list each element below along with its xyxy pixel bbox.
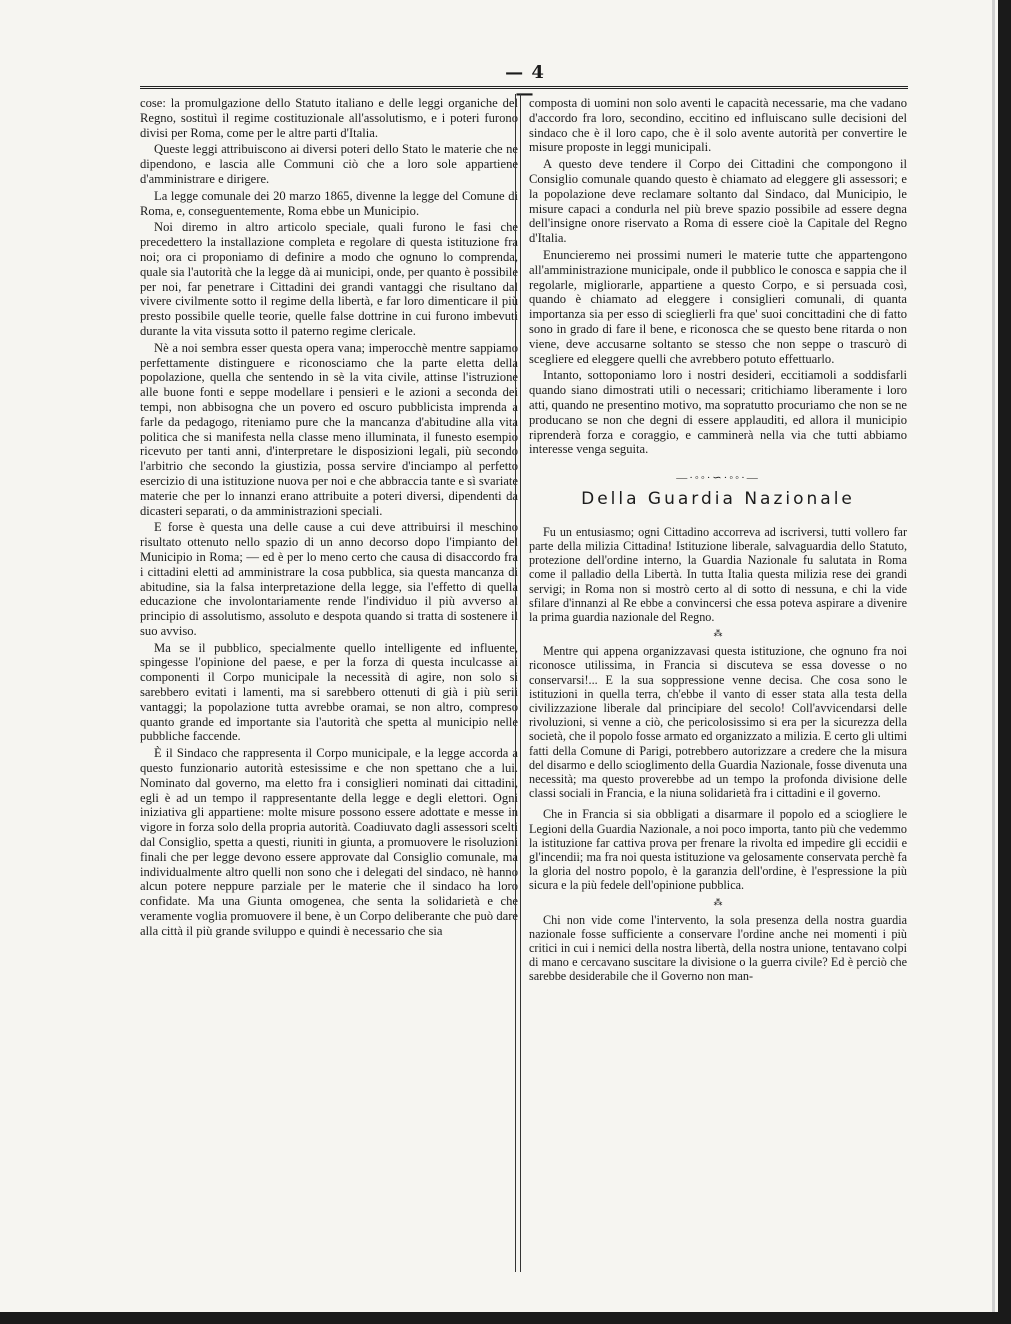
scan-shadow: [992, 0, 995, 1324]
page-number: — 4 —: [505, 62, 545, 104]
paragraph: E forse è questa una delle cause a cui deve attribuirsi il meschino risultato ottenuto nello spazio di un anno decorso dopo l'impianto del Municipio in Roma; — ed è per lo meno certo che causa di disaccordo fra i cittadini eletti ad amministrare la cosa pubblica, sia questa mancanza di abitudine, sia la falsa interpretazione della legge, sia l'effetto di quella educazione che involontariamente rende l'individuo il più avverso al principio di assolutismo, assoluto e despota quando si tratta di sostenere il suo avviso.: [140, 520, 518, 638]
section-title: Della Guardia Nazionale: [581, 488, 855, 509]
asterism: ⁂: [713, 628, 723, 639]
paragraph: Chi non vide come l'intervento, la sola presenza della nostra guardia nazionale fosse sufficiente a conservare l'ordine anche nei momenti i più critici in cui i nemici della nostra libertà, della nostra unione, tentavano colpi di mano e cercavano suscitare la divisione o la guerra civile? Ed è perciò che sarebbe desiderabile che il Governo non man-: [529, 912, 907, 984]
paragraph: Che in Francia si sia obbligati a disarmare il popolo ed a sciogliere le Legioni della Guardia Nazionale, a noi poco importa, tanto più che vedemmo la istituzione far cattiva prova per frenare la rivolta ed impedire gli eccidii e gl'incendii; ma fra noi questa istituzione va gelosamente conservata perchè fa la gloria del nostro popolo, è la garanzia dell'ordine, è l'espressione la più sicura e la più fedele dell'opinione pubblica.: [529, 807, 907, 893]
column-divider: [515, 94, 521, 1272]
paragraph: Fu un entusiasmo; ogni Cittadino accorreva ad iscriversi, tutti vollero far parte della milizia Cittadina! Istituzione liberale, salvaguardia dello Statuto, protezione dell'ordine interno, la Guardia Nazionale fu salutata in Roma come il palladio della Libertà. In tutta Italia questa milizia rese dei grandi servigi; in Roma non si mostrò certo al di sotto di nessuna, e chi la vide sfilare d'innanzi al Re ebbe a convincersi che essa poteva aspirare a divenire la prima guardia nazionale del Regno.: [529, 524, 907, 624]
paragraph: La legge comunale dei 20 marzo 1865, divenne la legge del Comune di Roma, e, conseguentemente, Roma ebbe un Municipio.: [140, 188, 518, 218]
header-rule: [140, 86, 908, 89]
scan-border-right: [998, 0, 1011, 1324]
paragraph: È il Sindaco che rappresenta il Corpo municipale, e la legge accorda a questo funzionario autorità estesissime e che non spettano che a lui. Nominato dal governo, ma eletto fra i consiglieri nominati dai cittadini, egli è ad un tempo il rappresentante della legge e degli elettori. Ogni iniziativa gli appartiene: molte misure possono essere adottate e messe in vigore in forza solo della propria autorità. Coadiuvato dagli assessori scelti dal Consiglio, spetta a questi, riuniti in giunta, a promuovere le risoluzioni finali che per legge devono essere approvate dal Consiglio comunale, ma individualmente altro quelli non sono che i delegati del sindaco, nè hanno alcun potere neppure parziale per le materie che il sindaco ha loro confidate. Ma una Giunta omogenea, che senta la solidarietà e che veramente voglia promuovere il bene, è un Corpo deliberante che può dare alla città il più grande sviluppo e quindi è necessario che sia: [140, 746, 518, 938]
left-column: [140, 96, 518, 941]
paragraph: cose: la promulgazione dello Statuto italiano e delle leggi organiche del Regno, sostituì il regime costituzionale all'assolutismo, e i poteri furono divisi per Roma, come per le altre parti d'Italia.: [140, 96, 518, 140]
scan-border-bottom: [0, 1312, 1011, 1324]
paragraph: Ma se il pubblico, specialmente quello intelligente ed influente, spingesse l'opinione del paese, e per la forza di questa inculcasse ai componenti il Corpo municipale la necessità di agire, non solo si sarebbero evitati i lamenti, ma si sarebbero ottenuti di già i più serii vantaggi; la popolazione tutta avrebbe oramai, se non altro, compreso quanto grande ed importante sia l'autorità che spetta al municipio nelle pubbliche faccende.: [140, 640, 518, 744]
paragraph: Queste leggi attribuiscono ai diversi poteri dello Stato le materie che ne dipendono, e lascia alle Communi ciò che a loro sole appartiene d'amministrare e dirigere.: [140, 142, 518, 186]
paragraph: Mentre qui appena organizzavasi questa istituzione, che ognuno fra noi riconosce utilissima, in Francia si discuteva se essa dovesse o no conservarsi!... E la sua soppressione venne decisa. Che cosa sono le istituzioni in quella terra, ch'ebbe il vanto di esser stata alla testa della civilizzazione liberale dal principiare del secolo! Coll'avvicendarsi delle rivoluzioni, si venne a ciò, che pericolosissimo si era per la sicurezza della società, che il popolo fosse armato ed organizzato a milizia. E certo gli ultimi fatti della Comune di Parigi, potrebbero autorizzare a credere che la misura del disarmo e dello scioglimento della Guardia Nazionale, fosse divenuta una necessità; ma questo proverebbe ad un tempo la profonda divisione delle classi sociali in Francia, e la niuna solidarietà fra i cittadini e il governo.: [529, 644, 907, 801]
section-ornament: —·◦◦·∽·◦◦·—: [676, 472, 760, 485]
paragraph: Noi diremo in altro articolo speciale, quali furono le fasi che precedettero la installazione completa e regolare di questa istituzione fra noi; ora ci proponiamo di definire a modo che ognuno lo comprenda, quale sia l'autorità che la legge dà ai municipi, onde, per quanto è possibile per noi, far penetrare i Cittadini dei grandi vantaggi che risultano dal vivere civilmente sotto il regime della libertà, e far loro dimenticare il più presto possibile quelle teorie, quelle false dottrine in cui furono imbevuti durante la vita vissuta sotto il paterno regime clericale.: [140, 220, 518, 338]
paragraph: Nè a noi sembra esser questa opera vana; imperocchè mentre sappiamo perfettamente distinguere e riconosciamo che la parte eletta della popolazione, quella che sentendo in sè la vita civile, attinse l'istruzione alle buone fonti e seppe modellare i pensieri e le azioni a seconda dei tempi, non abbisogna che un povero ed oscuro pubblicista imprenda a farle da pedagogo, riteniamo pure che la mancanza d'abitudine alla vita politica che si manifesta nella classe meno illuminata, il funesto esempio ricevuto per tanti anni, d'interpretare le disposizioni legali, più secondo l'arbitrio che secondo la giustizia, possa servire d'inciampo al perfetto esercizio di una istituzione nuova per noi e che abbraccia tante e sì svariate materie che per lo innanzi erano attribuite a poteri diversi, dipendenti da dicasteri separati, o da amministrazioni speciali.: [140, 340, 518, 518]
asterism: ⁂: [713, 896, 723, 907]
paragraph: Intanto, sottoponiamo loro i nostri desideri, eccitiamoli a soddisfarli quando siano dimostrati utili o necessari; critichiamo liberamente i loro atti, quando ne presentino motivo, ma sopratutto procuriamo che non se ne producano se non che degni di essere applauditi, ed allora il municipio riprenderà forza e coraggio, e camminerà nella via che tutti abbiamo interesse venga seguita.: [529, 368, 907, 457]
section-body: [529, 525, 907, 984]
paragraph: Enuncieremo nei prossimi numeri le materie tutte che appartengono all'amministrazione municipale, onde il pubblico le conosca e sappia che il regolarle, migliorarle, appartiene a questo Corpo, e si persuada così, quando è chiamato ad eleggere i consiglieri comunali, di quanta importanza sia per esso di scieglierli fra que' suoi concittadini che di fatto sono in grado di fare il bene, e riconosca che se questo bene ritarda o non viene, deve accusarne soltanto se stesso che non seppe o trascurò di scegliere ed eleggere quelli che avrebbero potuto effettuarlo.: [529, 247, 907, 366]
paragraph: A questo deve tendere il Corpo dei Cittadini che compongono il Consiglio comunale quando questo è chiamato ad eleggere gli assessori; e la popolazione deve reclamare soltanto dal Sindaco, dal Municipio, le misure capaci a condurla nel più breve spazio possibile ad essere degna dell'insigne onore riservato a Roma di essere cioè la Capitale del Regno d'Italia.: [529, 157, 907, 246]
paragraph: composta di uomini non solo aventi le capacità necessarie, ma che vadano d'accordo fra loro, secondino, eccitino ed influiscano sulle decisioni del sindaco che è il loro capo, che è il solo avente autorità per convertire le misure proposte in leggi municipali.: [529, 96, 907, 155]
right-column: [529, 96, 907, 986]
